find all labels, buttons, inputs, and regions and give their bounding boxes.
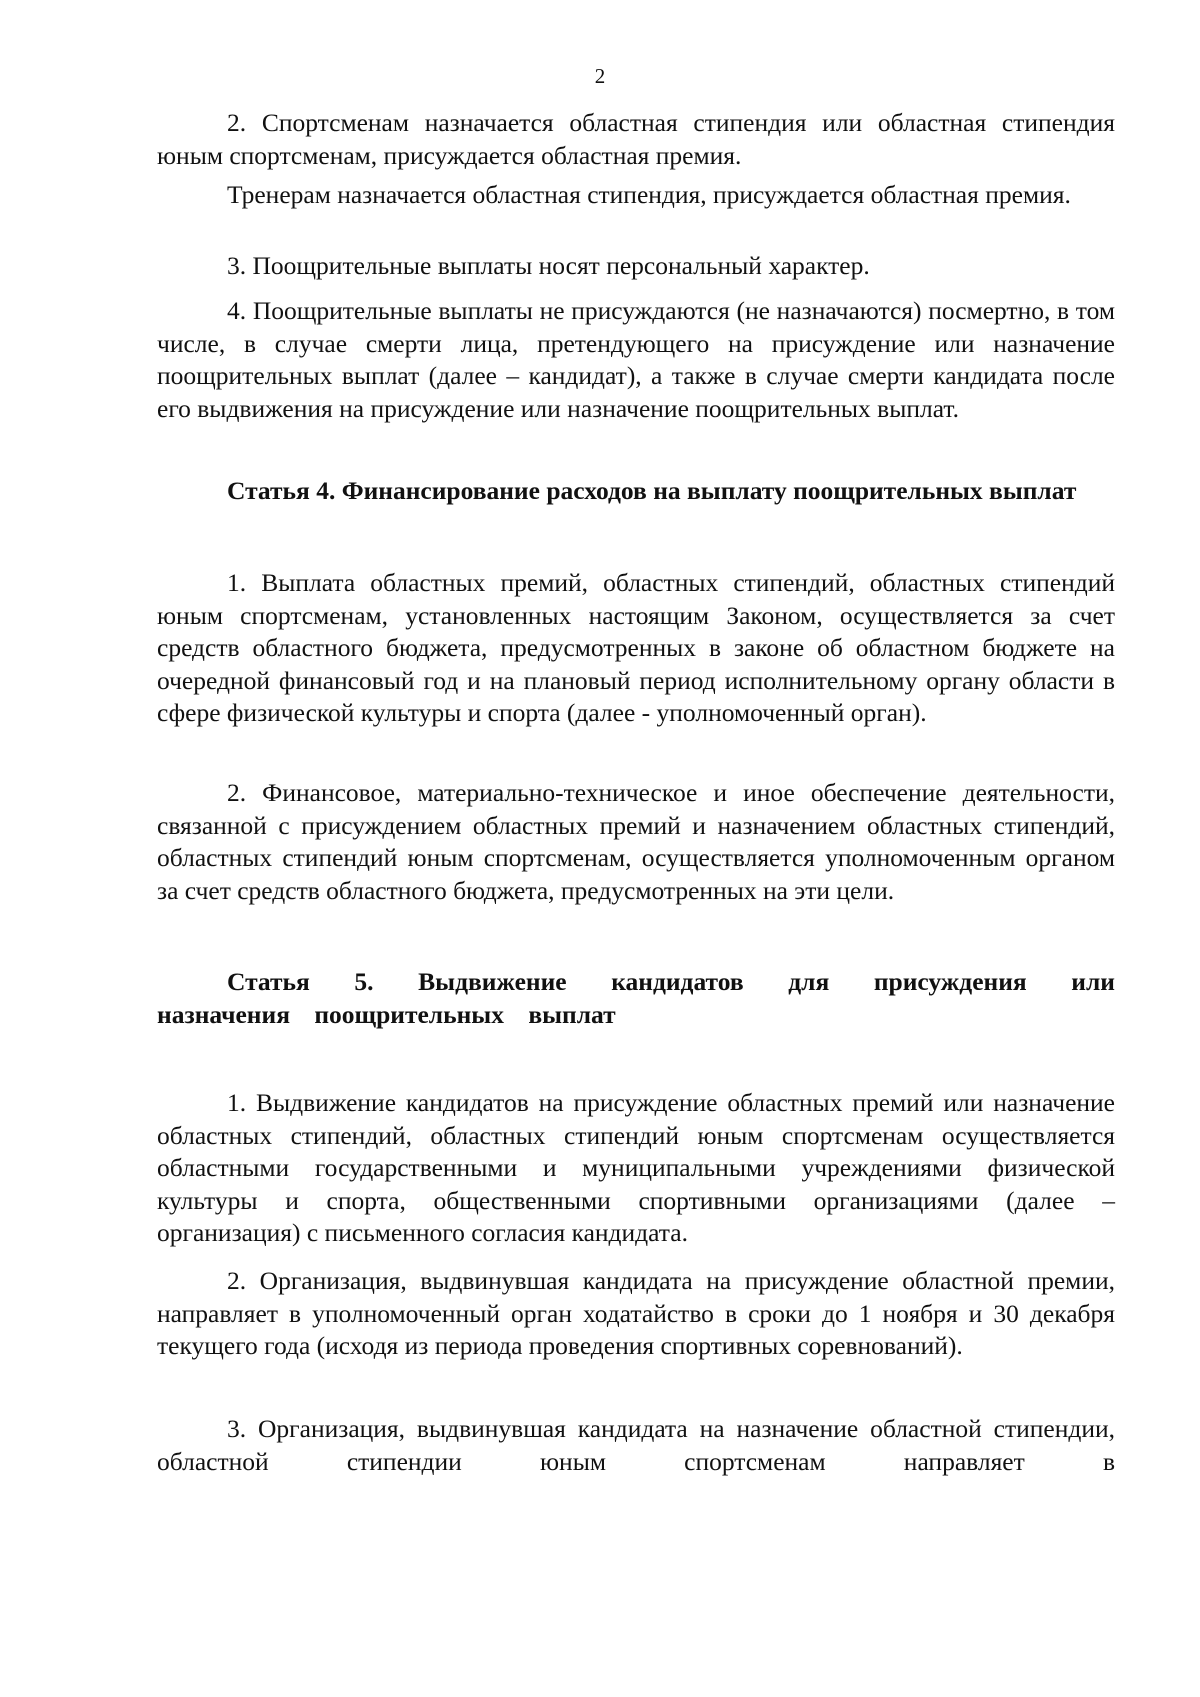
paragraph-text: 1. Выдвижение кандидатов на присуждение областных премий или назначение областных стипендий, областных стипендий юным спортсменам осуществляется областными государственными и муниципальными учреждениями физической культуры и спорта, общественными спортивными организациями (далее – организация) с письменного согласия кандидата. [157,1088,1115,1247]
paragraph-text: 2. Спортсменам назначается областная стипендия или областная стипендия юным спортсменам, присуждается областная премия. [157,108,1115,170]
paragraph-art4-item2 [157,777,1115,907]
paragraph-art3-item3 [157,250,1115,283]
paragraph-trainers [157,179,1115,212]
paragraph-art5-item2 [157,1265,1115,1363]
paragraph-text: 4. Поощрительные выплаты не присуждаются (не назначаются) посмертно, в том числе, в случае смерти лица, претендующего на присуждение или назначение поощрительных выплат (далее – кандидат), а также в случае смерти кандидата после его выдвижения на присуждение или назначение поощрительных выплат. [157,296,1115,423]
article-5-heading [157,966,1115,1031]
page-number: 2 [594,64,606,88]
paragraph-art4-item1 [157,567,1115,730]
paragraph-text: 2. Финансовое, материально-техническое и иное обеспечение деятельности, связанной с присуждением областных премий и назначением областных стипендий, областных стипендий юным спортсменам, осуществляется уполномоченным органом за счет средств областного бюджета, предусмотренных на эти цели. [157,778,1115,905]
paragraph-text: Тренерам назначается областная стипендия, присуждается областная премия. [227,180,1071,209]
paragraph-text: 2. Организация, выдвинувшая кандидата на присуждение областной премии, направляет в уполномоченный орган ходатайство в сроки до 1 ноября и 30 декабря текущего года (исходя из периода проведения спортивных соревнований). [157,1266,1115,1360]
paragraph-art3-item2 [157,107,1115,172]
paragraph-text: 3. Организация, выдвинувшая кандидата на назначение областной стипендии, областной стипендии юным спортсменам направляет в [157,1414,1115,1476]
paragraph-text: 3. Поощрительные выплаты носят персональный характер. [227,251,870,280]
paragraph-art5-item1 [157,1087,1115,1250]
heading-text: Статья 5. Выдвижение кандидатов для присуждения или назначения поощрительных выплат [157,967,1115,1029]
paragraph-text: 1. Выплата областных премий, областных стипендий, областных стипендий юным спортсменам, установленных настоящим Законом, осуществляется за счет средств областного бюджета, предусмотренных в законе об областном бюджете на очередной финансовый год и на плановый период исполнительному органу области в сфере физической культуры и спорта (далее - уполномоченный орган). [157,568,1115,727]
paragraph-art3-item4 [157,295,1115,425]
paragraph-art5-item3 [157,1413,1115,1478]
article-4-heading [157,475,1115,508]
heading-text: Статья 4. Финансирование расходов на выплату поощрительных выплат [227,476,1077,505]
